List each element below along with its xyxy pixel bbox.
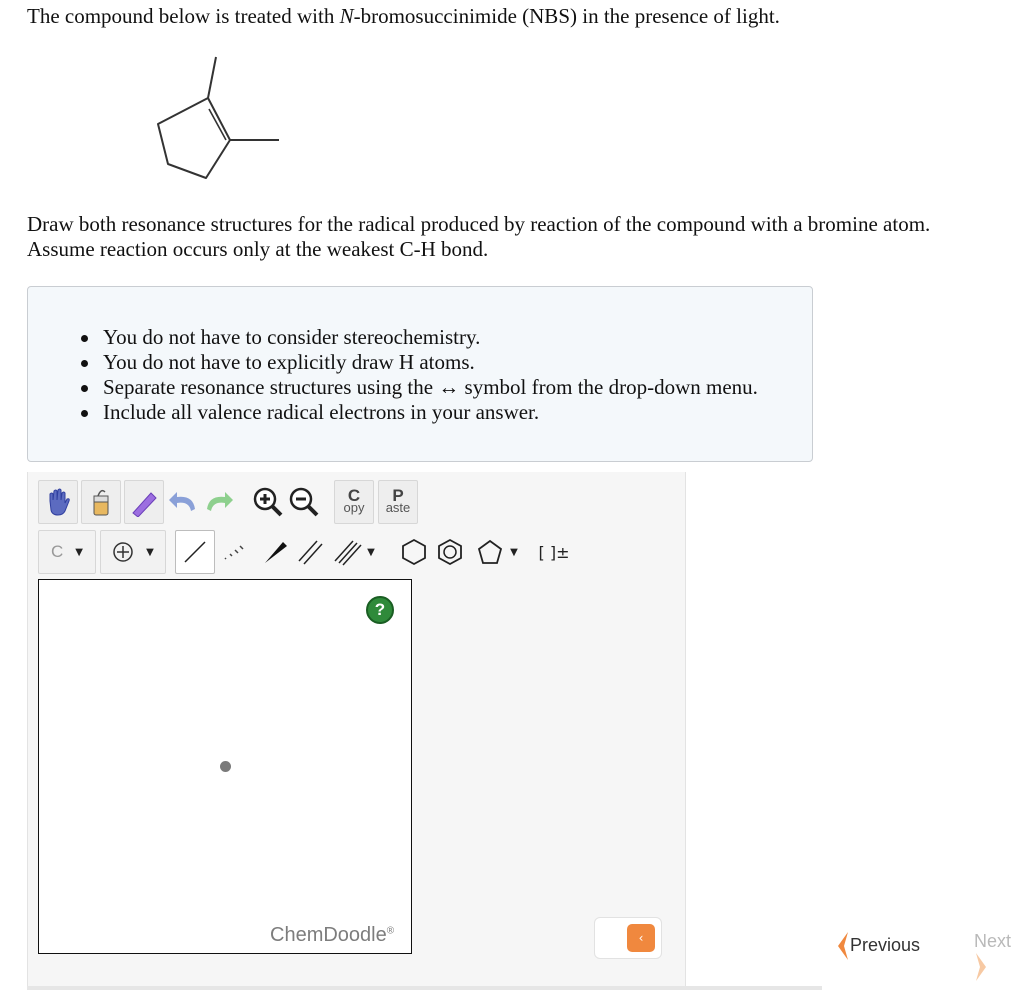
single-bond-icon bbox=[181, 538, 209, 566]
updown-chevron-icon[interactable]: ‹ bbox=[627, 924, 655, 952]
paste-button[interactable] bbox=[378, 480, 418, 524]
wedge-bond-icon bbox=[261, 538, 289, 566]
zoom-in-icon bbox=[252, 486, 284, 518]
chevron-down-icon: ▼ bbox=[146, 546, 154, 558]
wedge-bond-button[interactable] bbox=[255, 530, 295, 574]
chemdoodle-editor bbox=[27, 472, 686, 990]
cyclohexane-icon bbox=[399, 537, 429, 567]
previous-button[interactable] bbox=[836, 931, 920, 961]
cyclohexane-button[interactable] bbox=[394, 530, 434, 574]
chevron-left-icon bbox=[836, 931, 850, 961]
compound-structure bbox=[140, 50, 290, 190]
element-label: C bbox=[51, 542, 64, 561]
paste-label-bottom: aste bbox=[385, 500, 411, 515]
canvas-center-dot bbox=[220, 761, 231, 772]
drawing-canvas[interactable] bbox=[38, 579, 412, 954]
footer-divider bbox=[27, 986, 822, 990]
ring-dropdown[interactable] bbox=[468, 530, 526, 574]
help-button[interactable]: ? bbox=[366, 596, 394, 624]
double-bond-icon bbox=[296, 538, 324, 566]
zoom-out-button[interactable] bbox=[284, 480, 324, 524]
copy-label-bottom: opy bbox=[343, 500, 365, 515]
instructions-line-1: Draw both resonance structures for the radical produced by reaction of the compound with a bromine atom. bbox=[27, 212, 931, 236]
element-dropdown[interactable] bbox=[38, 530, 96, 574]
chevron-down-icon: ▼ bbox=[367, 546, 375, 558]
bracket-button[interactable] bbox=[534, 530, 574, 574]
benzene-icon bbox=[435, 537, 465, 567]
chevron-down-icon: ▼ bbox=[510, 546, 518, 558]
undo-icon bbox=[167, 487, 201, 517]
hashed-bond-button[interactable] bbox=[215, 530, 255, 574]
bracket-icon: [ ]± bbox=[538, 542, 570, 562]
notes-panel bbox=[27, 286, 813, 462]
charge-icon bbox=[112, 541, 134, 563]
hand-icon bbox=[44, 487, 72, 517]
question-suffix: -bromosuccinimide (NBS) in the presence of light. bbox=[353, 4, 780, 28]
single-bond-button[interactable] bbox=[175, 530, 215, 574]
hand-tool-button[interactable] bbox=[38, 480, 78, 524]
notes-list bbox=[103, 325, 758, 425]
zoom-in-button[interactable] bbox=[248, 480, 288, 524]
triple-bond-icon bbox=[333, 538, 363, 566]
brand-mark: ® bbox=[386, 925, 395, 937]
chevron-right-icon bbox=[974, 952, 988, 982]
note-item: Separate resonance structures using the ↔ symbol from the drop-down menu. bbox=[103, 375, 758, 399]
question-text bbox=[27, 4, 780, 29]
resize-stepper[interactable] bbox=[594, 917, 662, 959]
benzene-button[interactable] bbox=[430, 530, 470, 574]
copy-button[interactable] bbox=[334, 480, 374, 524]
question-prefix: The compound below is treated with bbox=[27, 4, 340, 28]
hashed-bond-icon bbox=[221, 538, 249, 566]
paste-label-top: P bbox=[392, 486, 404, 505]
brand-name: ChemDoodle bbox=[270, 924, 387, 946]
instructions-line-2: Assume reaction occurs only at the weakest C-H bond. bbox=[27, 237, 489, 261]
chevron-down-icon: ▼ bbox=[75, 546, 83, 558]
previous-label: Previous bbox=[850, 934, 921, 955]
lasso-icon bbox=[129, 487, 159, 517]
lasso-button[interactable] bbox=[124, 480, 164, 524]
next-button[interactable] bbox=[974, 931, 1024, 982]
note-item: You do not have to consider stereochemistry. bbox=[103, 325, 758, 350]
eraser-icon bbox=[88, 486, 114, 518]
triple-bond-dropdown[interactable] bbox=[324, 530, 384, 574]
note-item: Include all valence radical electrons in your answer. bbox=[103, 400, 758, 425]
charge-dropdown[interactable] bbox=[100, 530, 166, 574]
instructions bbox=[27, 212, 1007, 262]
question-italic: N bbox=[339, 4, 354, 28]
chemdoodle-brand bbox=[270, 924, 394, 947]
redo-button[interactable] bbox=[198, 480, 238, 524]
note-item: You do not have to explicitly draw H atoms. bbox=[103, 350, 758, 375]
eraser-button[interactable] bbox=[81, 480, 121, 524]
copy-label-top: C bbox=[347, 486, 361, 505]
cyclopentane-icon bbox=[476, 538, 504, 566]
zoom-out-icon bbox=[288, 486, 320, 518]
next-label: Next bbox=[974, 931, 1012, 951]
redo-icon bbox=[201, 487, 235, 517]
